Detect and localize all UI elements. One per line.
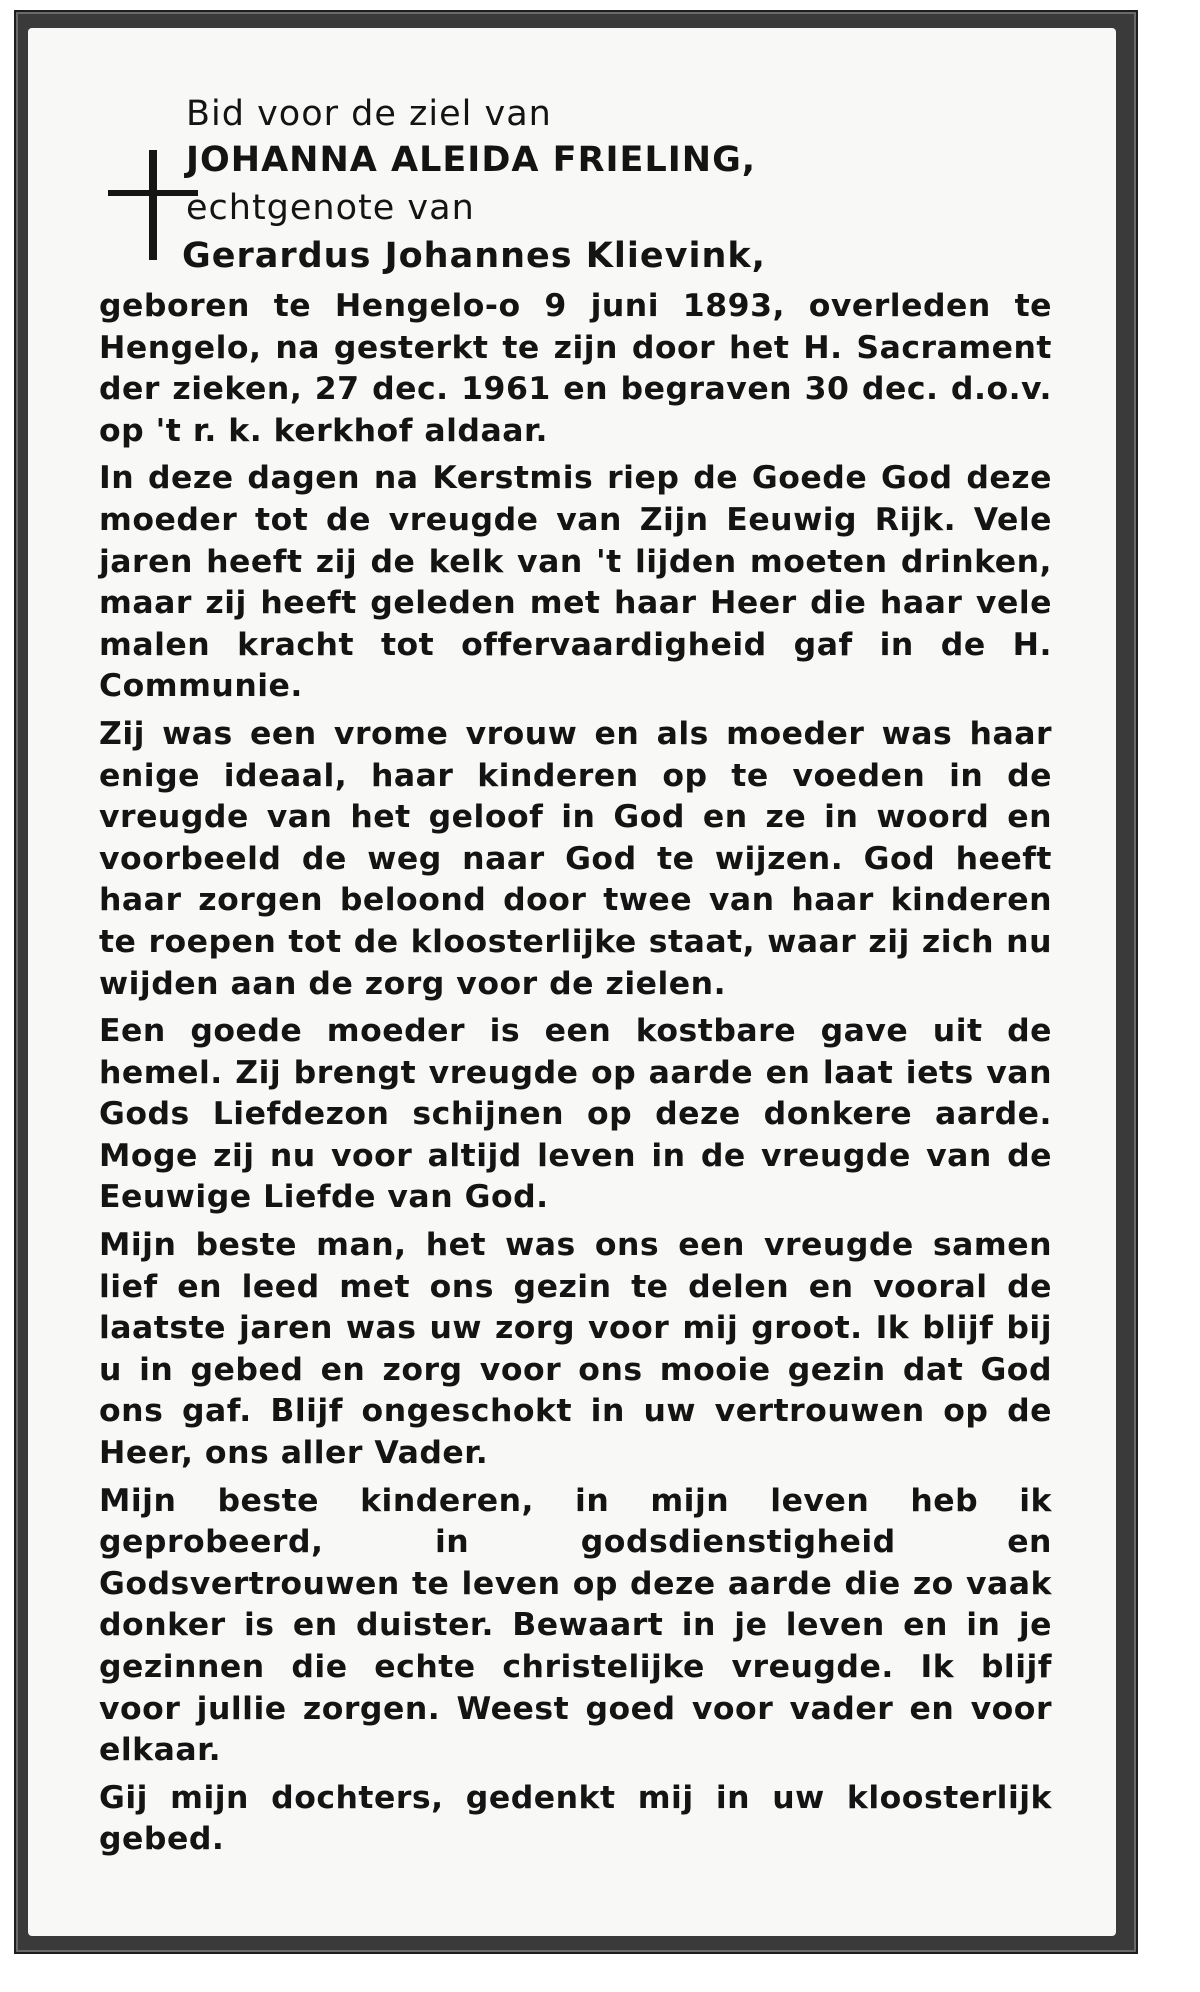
memorial-text (99, 286, 1052, 1861)
paragraph-husband: Mijn beste man, het was ons een vreugde samen lief en leed met ons gezin te delen en vooral de laatste jaren was uw zorg voor mij groot. Ik blijf bij u in gebed en zorg voor ons mooie gezin dat God ons gaf. Blijf ongeschokt in uw vertrouwen op de Heer, ons aller Vader. (99, 1227, 1052, 1472)
paragraph-daughters: Gij mijn dochters, gedenkt mij in uw kloosterlijk gebed. (99, 1779, 1052, 1858)
paragraph-christmas: In deze dagen na Kerstmis riep de Goede God deze moeder tot de vreugde van Zijn Eeuwig Rijk. Vele jaren heeft zij de kelk van 't lijden moeten drinken, maar zij heeft geleden met haar Heer die haar vele malen kracht tot offervaardigheid gaf in de H. Communie. (99, 460, 1052, 705)
paragraph-birth-death: geboren te Hengelo-o 9 juni 1893, overleden te Hengelo, na gesterkt te zijn door het H. Sacrament der zieken, 27 dec. 1961 en begraven 30 dec. d.o.v. op 't r. k. kerkhof aldaar. (99, 288, 1052, 449)
paragraph-mother: Zij was een vrome vrouw en als moeder was haar enige ideaal, haar kinderen op te voeden in de vreugde van het geloof in God en ze in woord en voorbeeld de weg naar God te wijzen. God heeft haar zorgen beloond door twee van haar kinderen te roepen tot de kloosterlijke staat, waar zij zich nu wijden aan de zorg voor de zielen. (99, 715, 1052, 1002)
paragraph-gift: Een goede moeder is een kostbare gave uit de hemel. Zij brengt vreugde op aarde en laat iets van Gods Liefdezon schijnen op deze donkere aarde. Moge zij nu voor altijd leven in de vreugde van de Eeuwige Liefde van God. (99, 1013, 1052, 1216)
opening-line: Bid voor de ziel van (186, 94, 552, 134)
relation-line: echtgenote van (186, 188, 475, 228)
spouse-name: Gerardus Johannes Klievink, (182, 236, 766, 276)
deceased-name: JOHANNA ALEIDA FRIELING, (186, 140, 757, 180)
paragraph-children: Mijn beste kinderen, in mijn leven heb ik geprobeerd, in godsdienstigheid en Godsvertrouwen te leven op deze aarde die zo vaak donker is en duister. Bewaart in je leven en in je gezinnen die echte christelijke vreugde. Ik blijf voor jullie zorgen. Weest goed voor vader en voor elkaar. (99, 1482, 1052, 1769)
